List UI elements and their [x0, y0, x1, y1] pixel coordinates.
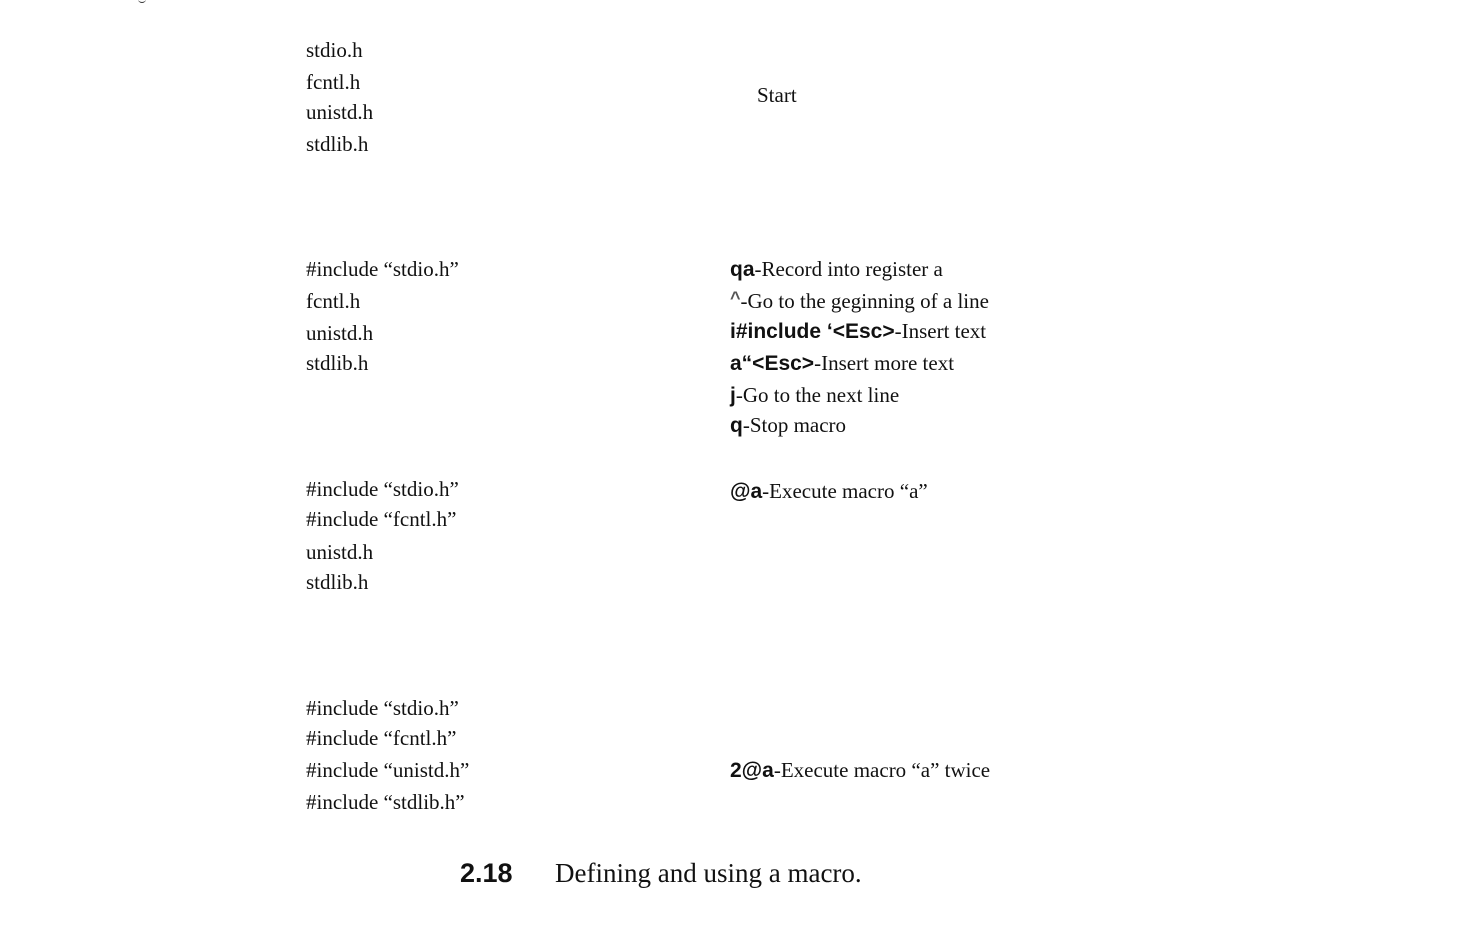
command-description: -Execute macro “a” twice [773, 758, 991, 782]
file-line: fcntl.h [306, 70, 361, 94]
file-line: stdio.h [306, 38, 363, 62]
page-edge-mark [138, 0, 146, 3]
file-line: #include “stdio.h” [306, 257, 459, 281]
command-key: q [730, 414, 743, 437]
command-description: -Stop macro [742, 413, 847, 437]
figure-caption-text: Defining and using a macro. [555, 858, 862, 888]
command-key: @a [730, 480, 763, 503]
command-key: j [730, 384, 736, 407]
command-description: -Insert more text [814, 351, 955, 375]
command-line [730, 385, 899, 406]
file-line: unistd.h [306, 321, 374, 345]
command-line [730, 481, 928, 502]
command-key: a“<Esc> [730, 352, 815, 375]
file-line: #include “fcntl.h” [306, 507, 457, 531]
command-line [730, 259, 943, 280]
file-line: unistd.h [306, 100, 374, 124]
command-key: 2@a [730, 759, 774, 782]
figure-number: 2.18 [460, 858, 513, 888]
file-line: unistd.h [306, 540, 374, 564]
command-key: qa [730, 258, 755, 281]
file-line: #include “stdio.h” [306, 477, 459, 501]
file-line: fcntl.h [306, 289, 361, 313]
command-line [730, 760, 990, 781]
file-line: stdlib.h [306, 351, 369, 375]
start-label: Start [757, 83, 797, 107]
file-line: #include “stdlib.h” [306, 790, 465, 814]
command-line [730, 353, 954, 374]
command-line [730, 321, 986, 342]
figure-caption [460, 860, 862, 887]
file-line: stdlib.h [306, 132, 369, 156]
file-line: stdlib.h [306, 570, 369, 594]
command-description: -Go to the geginning of a line [740, 289, 989, 313]
command-key: i#include ‘<Esc> [730, 320, 895, 343]
command-description: -Go to the next line [735, 383, 900, 407]
command-line [730, 415, 846, 436]
file-line: #include “fcntl.h” [306, 726, 457, 750]
command-key: ^ [730, 288, 741, 308]
file-line: #include “stdio.h” [306, 696, 459, 720]
command-line [730, 288, 989, 313]
file-line: #include “unistd.h” [306, 758, 470, 782]
command-description: -Execute macro “a” [762, 479, 928, 503]
command-description: -Record into register a [754, 257, 943, 281]
command-description: -Insert text [894, 319, 987, 343]
